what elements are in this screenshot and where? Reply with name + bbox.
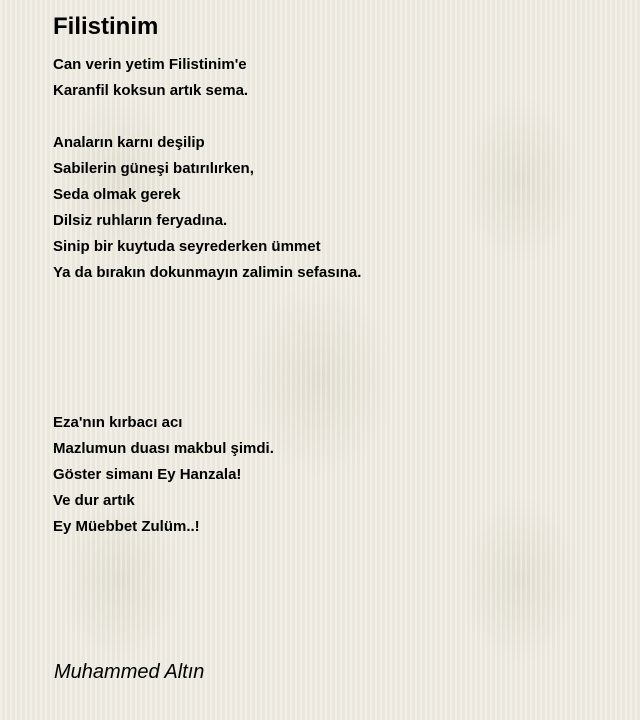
stanza-1 <box>53 52 613 104</box>
poem-body <box>53 52 613 540</box>
poem-line: Can verin yetim Filistinim'e <box>53 56 247 73</box>
poem-line: Dilsiz ruhların feryadına. <box>53 212 228 229</box>
stanza-3 <box>53 410 613 540</box>
poem-line: Seda olmak gerek <box>53 186 181 203</box>
poem-line: Mazlumun duası makbul şimdi. <box>53 440 274 457</box>
poem-line: Ya da bırakın dokunmayın zalimin sefasına. <box>53 264 362 281</box>
poem-line: Ve dur artık <box>53 492 135 509</box>
stanza-2 <box>53 130 613 286</box>
poem-line: Eza'nın kırbacı acı <box>53 414 183 431</box>
poem-line: Ey Müebbet Zulüm..! <box>53 518 200 535</box>
poem-line: Karanfil koksun artık sema. <box>53 82 249 99</box>
poem-title: Filistinim <box>53 13 159 40</box>
poem-line: Göster simanı Ey Hanzala! <box>53 466 242 483</box>
poem-line: Sinip bir kuytuda seyrederken ümmet <box>53 238 321 255</box>
poem-author: Muhammed Altın <box>54 661 205 683</box>
poem-line: Sabilerin güneşi batırılırken, <box>53 160 254 177</box>
poem-line: Anaların karnı deşilip <box>53 134 205 151</box>
